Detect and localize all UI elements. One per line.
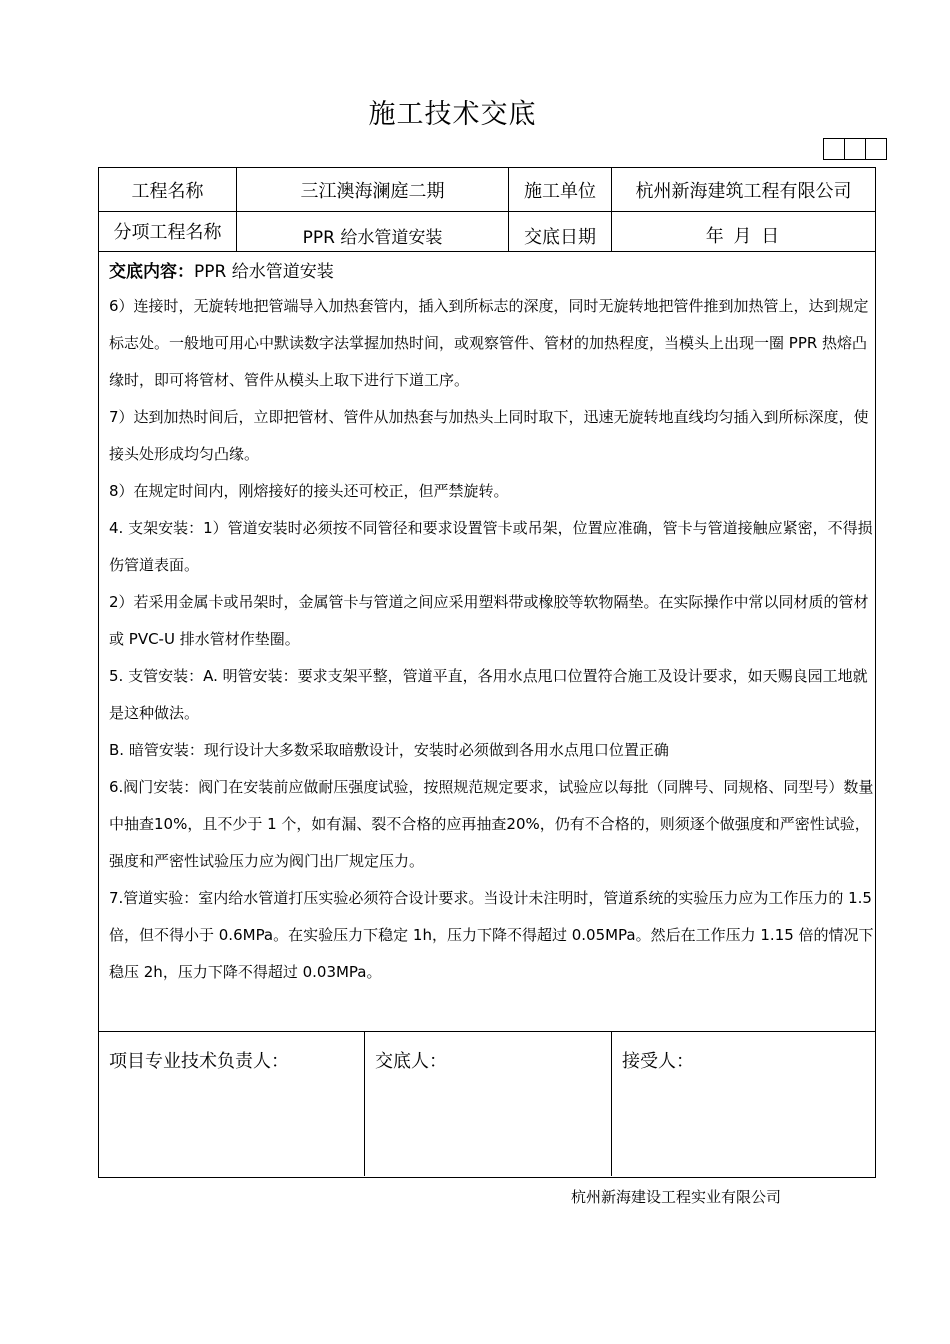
content-paragraph: 4. 支架安装：1）管道安装时必须按不同管径和要求设置管卡或吊架，位置应准确，管卡与管道接触应紧密，不得损伤管道表面。 [109, 519, 873, 574]
signature-row [99, 1032, 875, 1176]
content-heading-label: 交底内容： [109, 262, 194, 282]
briefer-signature: 交底人： [365, 1032, 612, 1176]
subitem-value: PPR 给水管道安装 [237, 212, 509, 251]
content-paragraph: 5. 支管安装：A. 明管安装：要求支架平整，管道平直，各用水点甩口位置符合施工及设计要求，如天赐良园工地就是这种做法。 [109, 667, 868, 722]
page-box [845, 139, 866, 159]
content-paragraph: 7.管道实验：室内给水管道打压实验必须符合设计要求。当设计未注明时，管道系统的实验压力应为工作压力的 1.5 倍，但不得小于 0.6MPa。在实验压力下稳定 1h，压力下降不得超过 0.05MPa。然后在工作压力 1.15 倍的情况下稳压 2h，压力下降不得超过 0.03MPa。 [109, 889, 874, 981]
briefing-content [99, 252, 875, 1032]
header-row-2 [99, 212, 875, 252]
tech-lead-signature: 项目专业技术负责人： [99, 1032, 365, 1176]
date-value: 年 月 日 [705, 225, 782, 247]
subitem-label: 分项工程名称 [99, 212, 237, 251]
content-paragraph: B. 暗管安装：现行设计大多数采取暗敷设计，安装时必须做到各用水点甩口位置正确 [109, 741, 669, 759]
content-paragraph: 6）连接时，无旋转地把管端导入加热套管内，插入到所标志的深度，同时无旋转地把管件推到加热管上，达到规定标志处。一般地可用心中默读数字法掌握加热时间，或观察管件、管材的加热程度，当模头上出现一圈 PPR 热熔凸缘时，即可将管材、管件从模头上取下进行下道工序。 [109, 297, 869, 389]
unit-value: 杭州新海建筑工程有限公司 [635, 180, 852, 202]
receiver-signature: 接受人： [622, 1051, 694, 1072]
project-name-label: 工程名称 [99, 168, 237, 211]
content-paragraph: 7）达到加热时间后，立即把管材、管件从加热套与加热头上同时取下，迅速无旋转地直线均匀插入到所标深度，使接头处形成均匀凸缘。 [109, 408, 869, 463]
page-box [824, 139, 845, 159]
project-name-value: 三江澳海澜庭二期 [237, 168, 509, 211]
company-footer: 杭州新海建设工程实业有限公司 [571, 1188, 782, 1206]
content-heading [109, 260, 875, 284]
unit-label: 施工单位 [509, 168, 612, 211]
document-title: 施工技术交底 [368, 99, 537, 130]
content-paragraph: 6.阀门安装：阀门在安装前应做耐压强度试验，按照规范规定要求，试验应以每批（同牌号、同规格、同型号）数量中抽查10%，且不少于 1 个，如有漏、裂不合格的应再抽查20%，仍有不合格的，则须逐个做强度和严密性试验，强度和严密性试验压力应为阀门出厂规定压力。 [109, 778, 874, 870]
briefing-form [98, 167, 876, 1178]
page-box [866, 139, 886, 159]
header-row-1 [99, 168, 875, 212]
page-number-boxes [823, 138, 887, 160]
content-heading-value: PPR 给水管道安装 [194, 262, 334, 282]
content-paragraph: 2）若采用金属卡或吊架时，金属管卡与管道之间应采用塑料带或橡胶等软物隔垫。在实际操作中常以同材质的管材或 PVC-U 排水管材作垫圈。 [109, 593, 869, 648]
date-label: 交底日期 [509, 212, 612, 251]
content-paragraph: 8）在规定时间内，刚熔接好的接头还可校正，但严禁旋转。 [109, 482, 509, 500]
